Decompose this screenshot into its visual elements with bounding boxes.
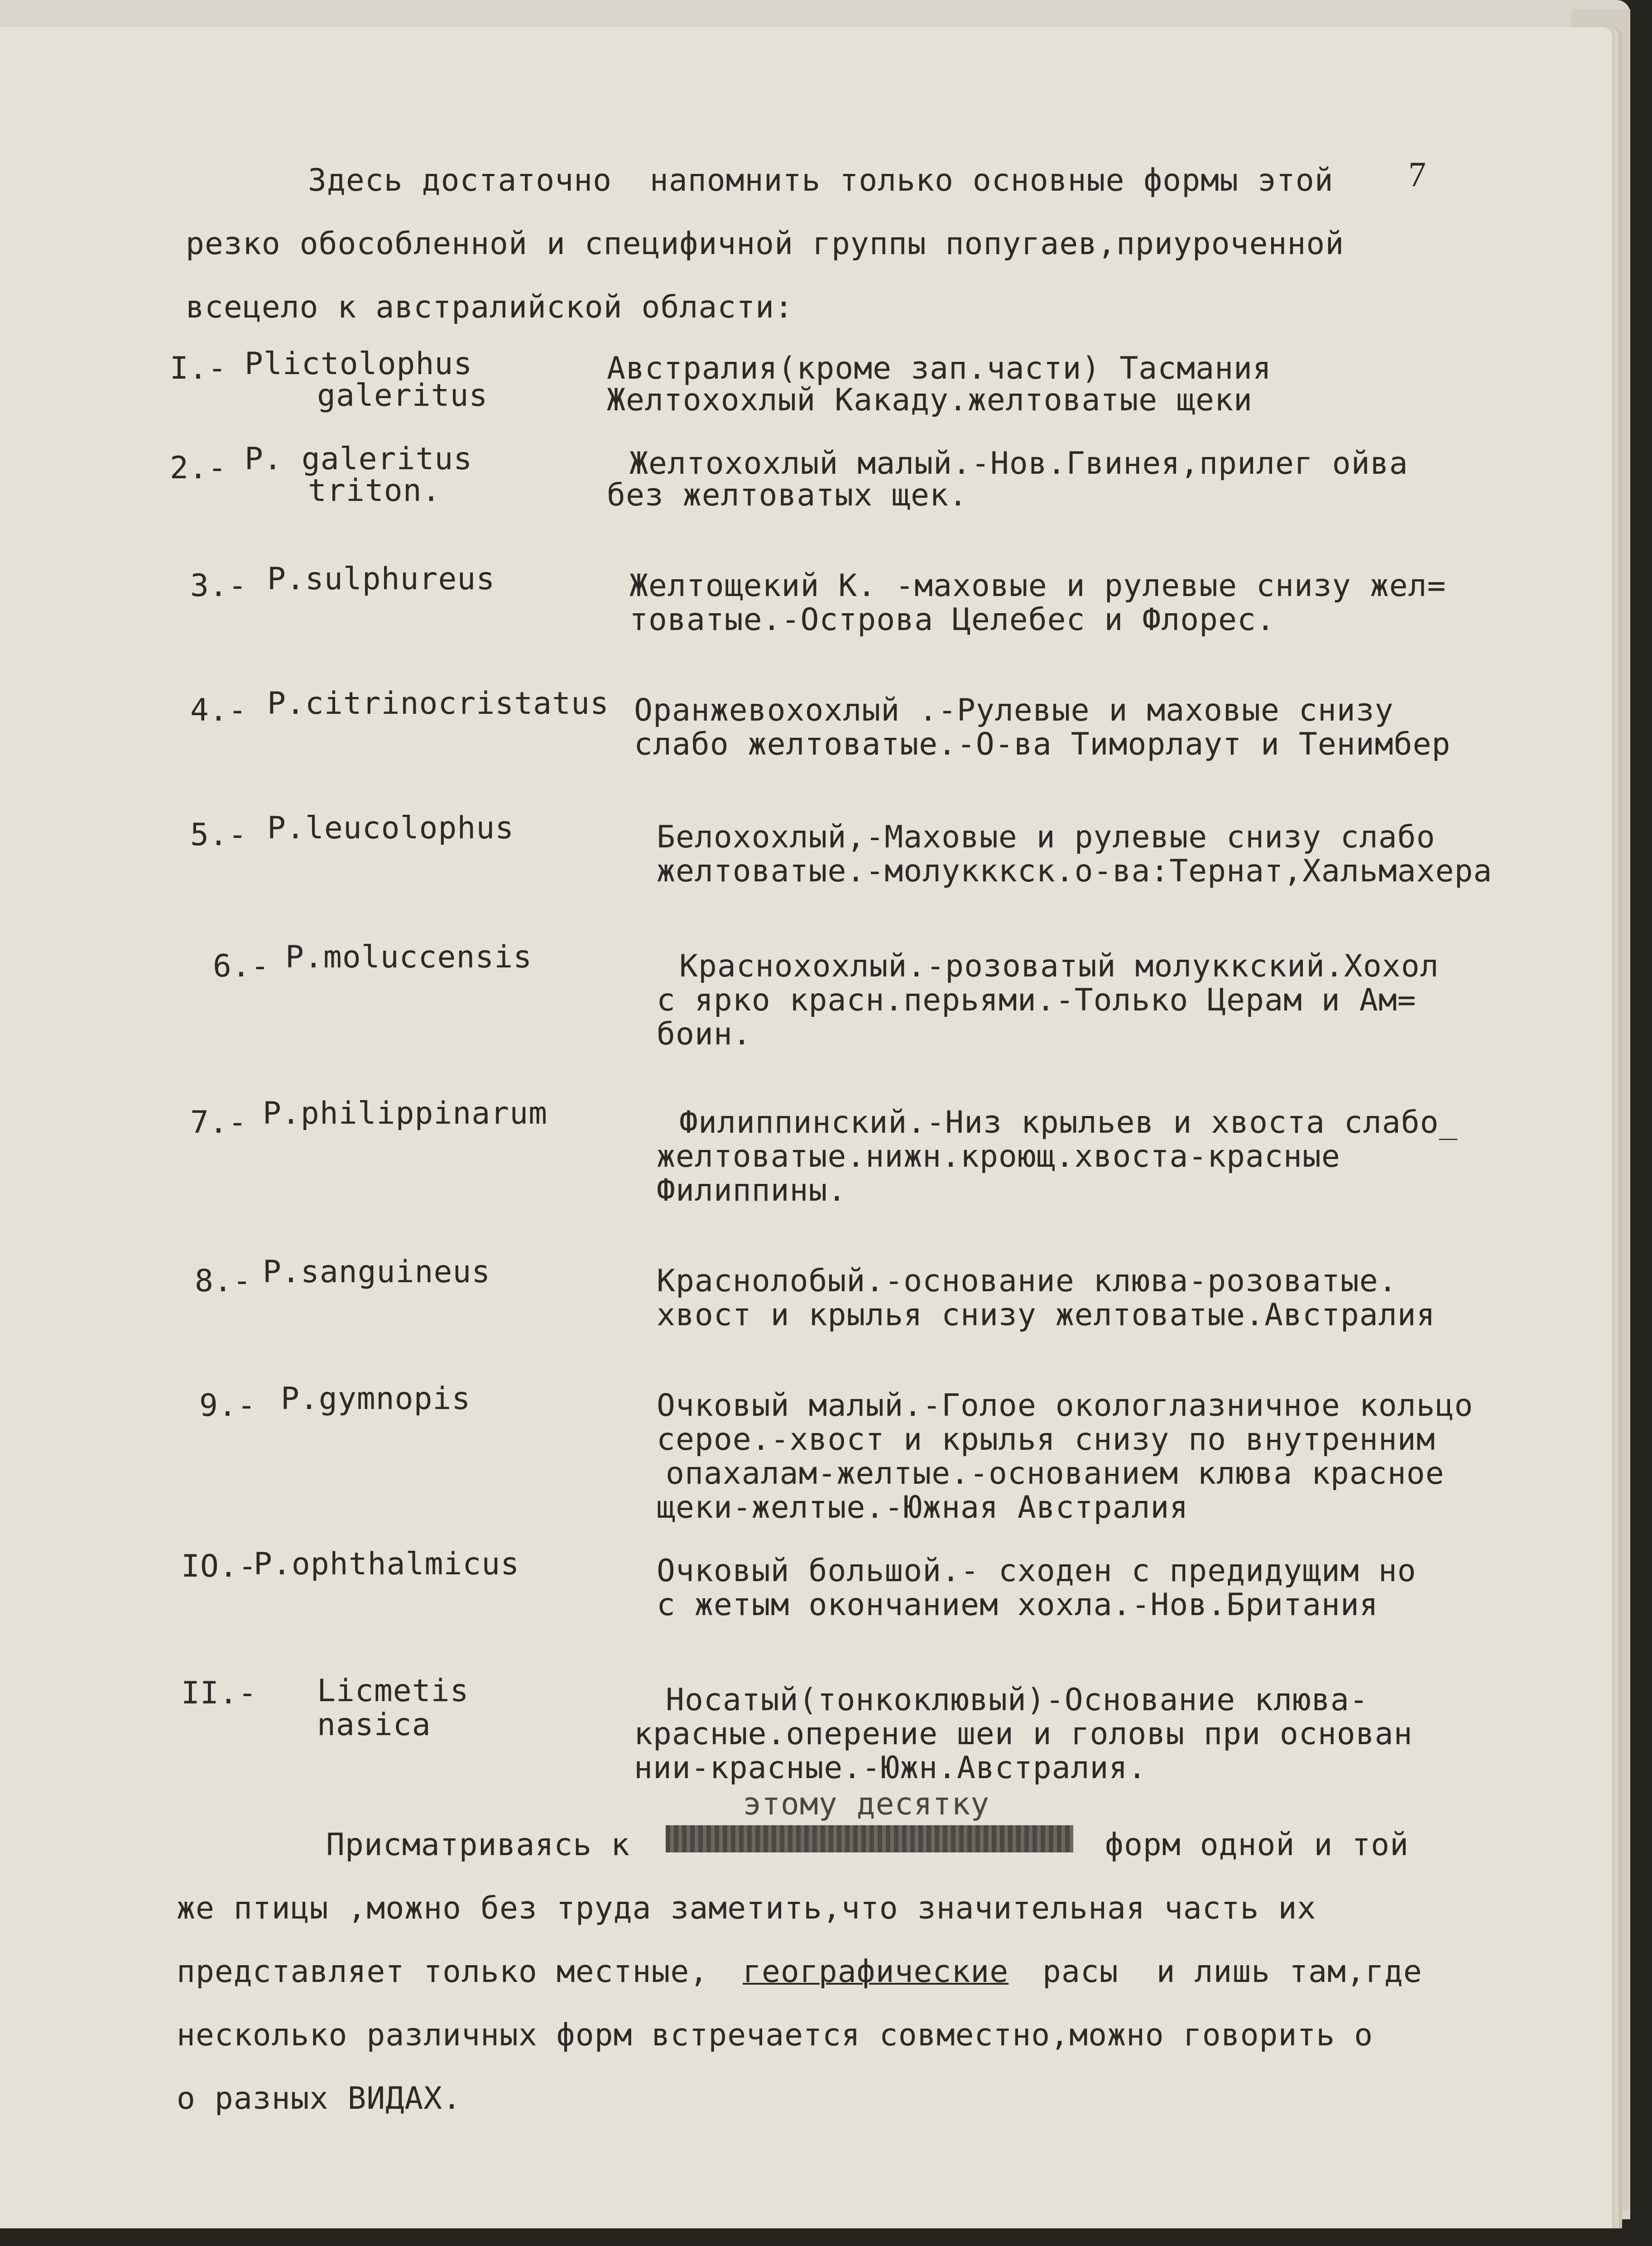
entry-species-name: P.sanguineus — [263, 1254, 491, 1290]
entry-number: 9.- — [199, 1388, 256, 1424]
entry-species-name: P.citrinocristatus — [267, 686, 609, 721]
entry-species-name: P.moluccensis — [285, 939, 533, 975]
entry-description: без желтоватых щек. — [607, 477, 968, 513]
entry-species-name: P.philippinarum — [263, 1096, 548, 1131]
entry-description: желтоватые.нижн.кроющ.хвоста-красные — [657, 1139, 1340, 1174]
entry-species-name: nasica — [317, 1707, 431, 1743]
entry-species-name: P.ophthalmicus — [254, 1546, 520, 1582]
entry-description: Носатый(тонкоклювый)-Основание клюва- — [666, 1682, 1369, 1718]
entry-number: 4.- — [190, 693, 247, 728]
closing-line-1-start: Присматриваясь к — [326, 1827, 630, 1863]
closing-line-2: же птицы ,можно без труда заметить,что значительная часть их — [177, 1890, 1316, 1926]
closing-line-3-end: расы и лишь там,где — [1023, 1954, 1422, 1990]
entry-description: Желтохохлый малый.-Нов.Гвинея,прилег ойва — [629, 446, 1408, 481]
entry-description: Филиппинский.-Низ крыльев и хвоста слабо_ — [679, 1105, 1458, 1140]
entry-species-name: P.gymnopis — [281, 1381, 471, 1417]
entry-number: I.- — [170, 351, 227, 386]
entry-description: Австралия(кроме зап.части) Тасмания — [607, 351, 1272, 386]
closing-line-4: несколько различных форм встречается совместно,можно говорить о — [177, 2017, 1373, 2053]
entry-number: 5.- — [190, 817, 247, 853]
struck-out-text — [666, 1825, 1073, 1852]
entry-number: 6.- — [213, 948, 270, 984]
entry-species-name: triton. — [308, 473, 441, 509]
entry-species-name: P.sulphureus — [267, 561, 495, 597]
entry-description: Краснохохлый.-розоватый молуккский.Хохол — [679, 948, 1439, 984]
entry-number: II.- — [181, 1675, 257, 1711]
underlined-word: географические — [743, 1954, 1009, 1990]
entry-species-name: P.leucolophus — [267, 810, 514, 846]
entry-description: Краснолобый.-основание клюва-розоватые. — [657, 1263, 1397, 1299]
entry-species-name: P. galeritus — [245, 441, 473, 477]
entry-description: товатые.-Острова Целебес и Флорес. — [629, 602, 1275, 638]
entry-number: IO.- — [181, 1549, 257, 1584]
intro-line-3: всецело к австралийской области: — [186, 289, 794, 325]
entry-description: Желтохохлый Какаду.желтоватые щеки — [607, 382, 1253, 418]
entry-description: серое.-хвост и крылья снизу по внутренним — [657, 1422, 1436, 1457]
entry-species-name: galeritus — [317, 378, 488, 414]
entry-description: с жетым окончанием хохла.-Нов.Британия — [657, 1587, 1378, 1623]
closing-line-5: о разных ВИДАХ. — [177, 2081, 462, 2116]
entry-species-name: Licmetis — [317, 1673, 469, 1709]
entry-description: опахалам-желтые.-основанием клюва красное — [666, 1456, 1445, 1491]
entry-number: 2.- — [170, 450, 227, 486]
entry-number: 8.- — [195, 1263, 252, 1299]
entry-description: с ярко красн.перьями.-Только Церам и Ам= — [657, 982, 1417, 1018]
entry-number: 7.- — [190, 1105, 247, 1140]
entry-description: Очковый малый.-Голое окологлазничное кольцо — [657, 1388, 1474, 1424]
entry-description: нии-красные.-Южн.Австралия. — [634, 1750, 1147, 1786]
intro-line-1: Здесь достаточно напомнить только основные формы этой — [308, 163, 1334, 198]
page-number: 7 — [1408, 154, 1426, 194]
entry-number: 3.- — [190, 568, 247, 604]
entry-description: Оранжевохохлый .-Рулевые и маховые снизу — [634, 693, 1394, 728]
intro-line-2: резко обособленной и специфичной группы попугаев,приуроченной — [186, 226, 1345, 262]
entry-description: слабо желтоватые.-О-ва Тиморлаут и Тенимбер — [634, 726, 1451, 762]
typewritten-page — [0, 27, 1612, 2228]
insertion-note: этому десятку — [743, 1786, 990, 1822]
entry-description: хвост и крылья снизу желтоватые.Австралия — [657, 1297, 1436, 1333]
entry-description: боин. — [657, 1016, 752, 1052]
entry-description: Желтощекий К. -маховые и рулевые снизу жел= — [629, 568, 1446, 604]
entry-species-name: Plictolophus — [245, 346, 473, 382]
entry-description: Филиппины. — [657, 1173, 847, 1208]
closing-line-1-end: форм одной и той — [1105, 1827, 1409, 1863]
entry-description: желтоватые.-молукккск.о-ва:Тернат,Хальмахера — [657, 853, 1493, 889]
entry-description: красные.оперение шеи и головы при основан — [634, 1716, 1413, 1752]
entry-description: щеки-желтые.-Южная Австралия — [657, 1490, 1189, 1525]
entry-description: Белохохлый,-Маховые и рулевые снизу слабо — [657, 819, 1436, 855]
closing-line-3-start: представляет только местные, — [177, 1954, 709, 1990]
entry-description: Очковый большой.- сходен с предидущим но — [657, 1553, 1417, 1589]
